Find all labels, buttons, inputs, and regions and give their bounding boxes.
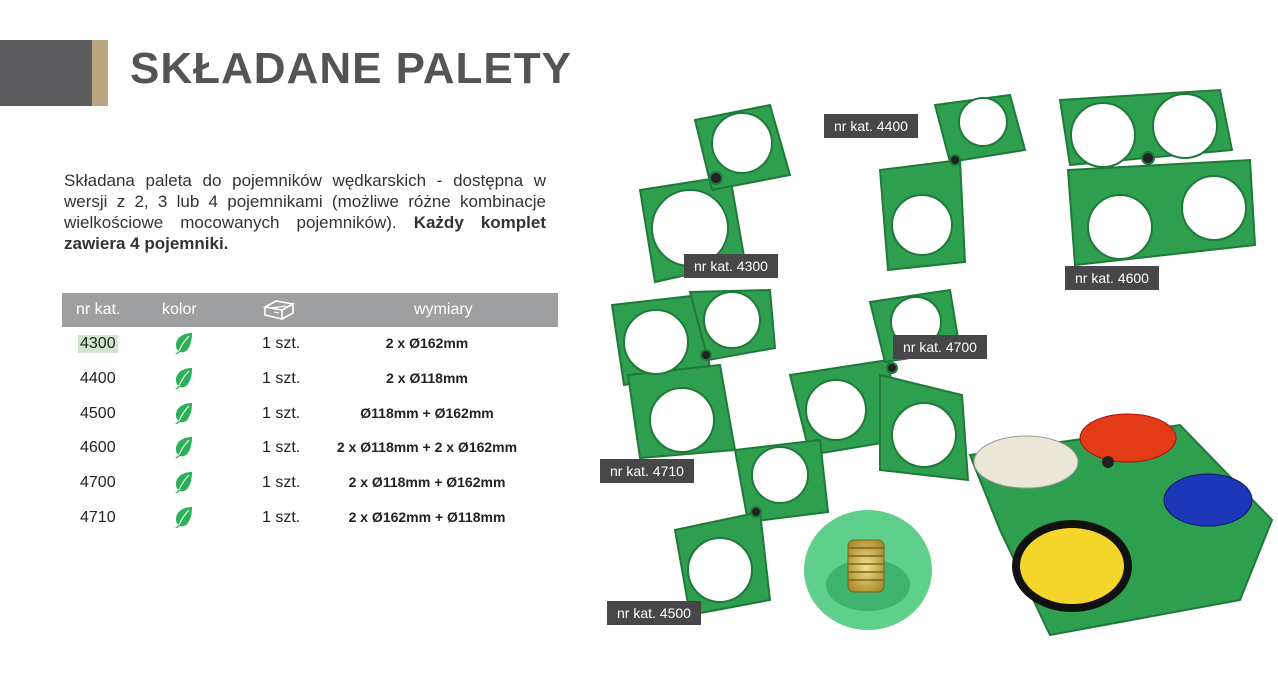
page-title: SKŁADANE PALETY: [130, 44, 572, 93]
pallet-4500-photo: [675, 440, 828, 615]
header-color: kolor: [162, 301, 197, 318]
row-nr: 4500: [80, 404, 116, 422]
row-nr: 4400: [80, 369, 116, 387]
row-dims: Ø118mm + Ø162mm: [360, 404, 494, 421]
filled-pallet-photo: [970, 414, 1272, 635]
row-dims: 2 x Ø118mm: [386, 369, 468, 386]
row-dims: 2 x Ø162mm + Ø118mm: [348, 508, 506, 525]
header-dims: wymiary: [414, 301, 473, 318]
row-qty: 1 szt.: [262, 474, 301, 492]
label-4400: nr kat. 4400: [824, 114, 918, 138]
label-4700: nr kat. 4700: [893, 335, 987, 359]
row-qty: 1 szt.: [262, 439, 301, 457]
description-bold: Każdy komplet zawiera 4 pojemniki.: [64, 213, 546, 253]
label-4500: nr kat. 4500: [607, 601, 701, 625]
row-dims: 2 x Ø118mm + 2 x Ø162mm: [336, 439, 518, 456]
screw-closeup-photo: [804, 510, 932, 630]
label-4710: nr kat. 4710: [600, 459, 694, 483]
row-qty: 1 szt.: [262, 404, 301, 422]
pallet-4710-photo: [612, 290, 775, 458]
row-nr: 4600: [80, 439, 116, 457]
label-4300: nr kat. 4300: [684, 254, 778, 278]
label-4600: nr kat. 4600: [1065, 266, 1159, 290]
description-text: Składana paleta do pojemników wędkarskich - dostępna w wersji z 2, 3 lub 4 pojemnikami (możliwe różne kombinacje wielkościowe mocowanych pojemników).: [64, 171, 546, 232]
row-qty: 1 szt.: [262, 508, 301, 526]
row-dims: 2 x Ø162mm: [385, 335, 469, 351]
row-qty: 1 szt.: [262, 369, 301, 387]
row-nr: 4710: [80, 508, 116, 526]
header-nr: nr kat.: [76, 301, 121, 318]
row-qty: 1 szt.: [262, 335, 301, 352]
row-nr: 4700: [80, 474, 116, 492]
pallet-4600-photo: [1060, 90, 1255, 265]
row-dims: 2 x Ø118mm + Ø162mm: [348, 474, 506, 491]
row-nr: 4300: [80, 335, 116, 352]
